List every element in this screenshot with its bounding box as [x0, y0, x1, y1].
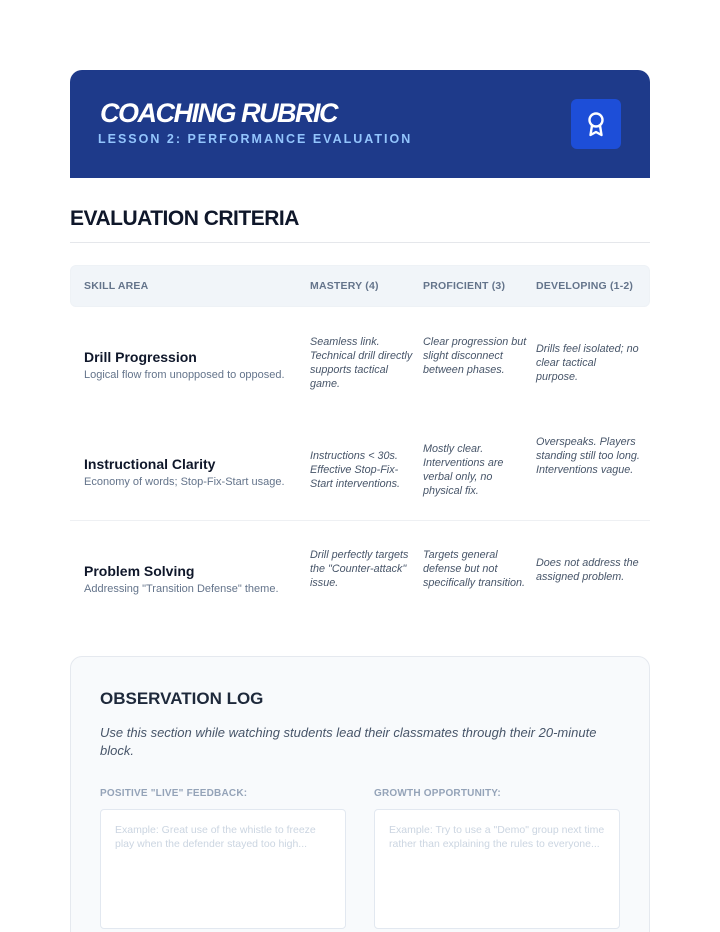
column-header-skill: SKILL AREA	[84, 280, 149, 292]
mastery-cell: Seamless link. Technical drill directly supports tactical game.	[310, 336, 413, 390]
mastery-cell: Drill perfectly targets the "Counter-attack" issue.	[310, 549, 409, 589]
page-title: COACHING RUBRIC	[100, 98, 337, 128]
positive-feedback-label: POSITIVE "LIVE" FEEDBACK:	[100, 788, 248, 799]
observation-intro: Use this section while watching students lead their classmates through their 20-minute block.	[100, 725, 597, 758]
skill-description: Economy of words; Stop-Fix-Start usage.	[84, 476, 285, 488]
developing-cell: Does not address the assigned problem.	[536, 557, 639, 583]
skill-description: Addressing "Transition Defense" theme.	[84, 583, 279, 595]
table-row	[70, 307, 650, 413]
skill-name: Problem Solving	[84, 563, 195, 579]
skill-name: Instructional Clarity	[84, 456, 216, 472]
section-divider	[70, 242, 650, 243]
criteria-title: EVALUATION CRITERIA	[70, 207, 299, 230]
skill-description: Logical flow from unopposed to opposed.	[84, 369, 285, 381]
observation-title: OBSERVATION LOG	[100, 689, 264, 708]
award-ribbon-icon	[571, 99, 621, 149]
skill-area	[84, 563, 279, 595]
skill-name: Drill Progression	[84, 349, 197, 365]
table-row	[70, 521, 650, 627]
proficient-cell: Mostly clear. Interventions are verbal only, no physical fix.	[423, 443, 504, 497]
proficient-cell: Clear progression but slight disconnect between phases.	[423, 336, 527, 376]
growth-opportunity-input[interactable]	[374, 809, 620, 929]
developing-cell: Overspeaks. Players standing still too long. Interventions vague.	[536, 436, 640, 476]
growth-opportunity-label: GROWTH OPPORTUNITY:	[374, 788, 501, 799]
skill-area	[84, 456, 285, 488]
rubric-header	[70, 70, 650, 178]
positive-feedback-input[interactable]	[100, 809, 346, 929]
page-subtitle: LESSON 2: PERFORMANCE EVALUATION	[98, 132, 413, 146]
skill-area	[84, 349, 285, 381]
table-row	[70, 413, 650, 520]
developing-cell: Drills feel isolated; no clear tactical purpose.	[536, 343, 639, 383]
mastery-cell: Instructions < 30s. Effective Stop-Fix-Start interventions.	[310, 450, 401, 490]
observation-log	[70, 656, 650, 932]
column-header-proficient: PROFICIENT (3)	[423, 280, 506, 292]
column-header-mastery: MASTERY (4)	[310, 280, 379, 292]
column-header-developing: DEVELOPING (1-2)	[536, 280, 634, 292]
table-header	[70, 265, 650, 307]
proficient-cell: Targets general defense but not specifically transition.	[423, 549, 526, 589]
